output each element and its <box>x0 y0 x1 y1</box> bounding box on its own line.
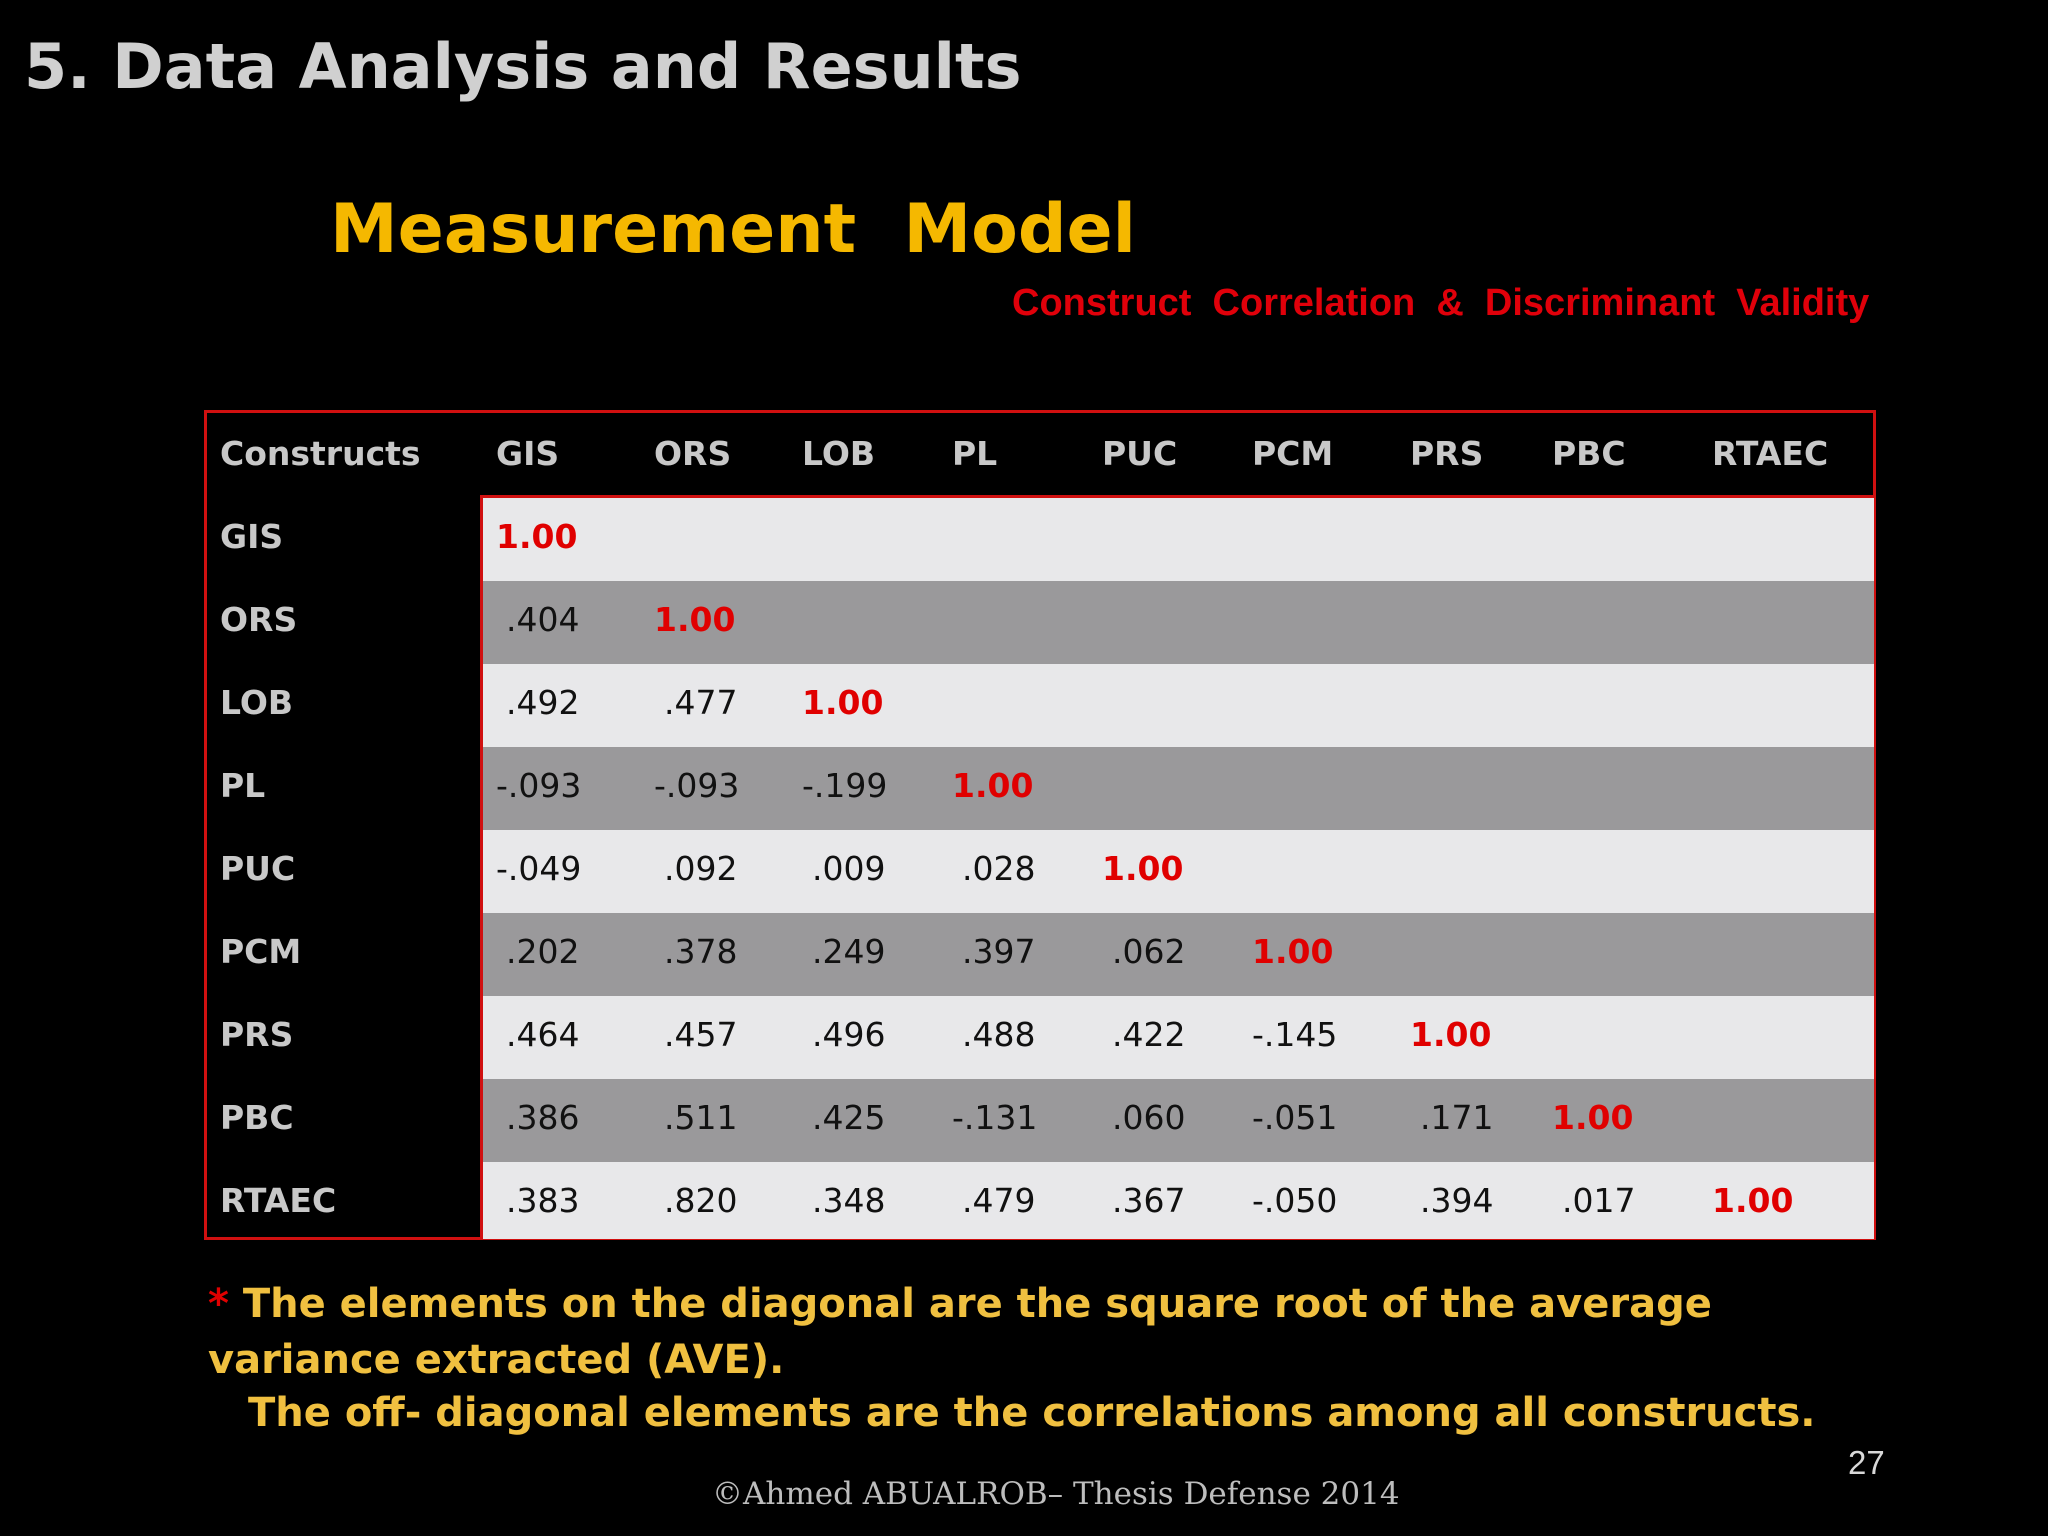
correlation-cell: .009 <box>812 849 886 888</box>
column-header: PL <box>952 434 998 473</box>
column-header: GIS <box>496 434 560 473</box>
subheading: Construct Correlation & Discriminant Validity <box>1012 282 1870 324</box>
slide-title: 5. Data Analysis and Results <box>24 30 1022 103</box>
correlation-cell: .511 <box>664 1098 738 1137</box>
row-label: ORS <box>220 600 298 639</box>
column-header: PCM <box>1252 434 1334 473</box>
page-number: 27 <box>1848 1444 1885 1481</box>
correlation-cell: .249 <box>812 932 886 971</box>
diagonal-cell: 1.00 <box>654 600 736 639</box>
copyright: ©Ahmed ABUALROB– Thesis Defense 2014 <box>712 1476 1400 1512</box>
footnote-line2: The off- diagonal elements are the correlations among all constructs. <box>248 1390 1816 1436</box>
column-header: ORS <box>654 434 732 473</box>
section-heading: Measurement Model <box>330 190 1136 269</box>
correlation-cell: .202 <box>506 932 580 971</box>
correlation-cell: -.093 <box>496 766 582 805</box>
correlation-cell: .496 <box>812 1015 886 1054</box>
correlation-cell: .060 <box>1112 1098 1186 1137</box>
column-header: RTAEC <box>1712 434 1829 473</box>
correlation-cell: -.145 <box>1252 1015 1338 1054</box>
footnote <box>208 1276 1868 1388</box>
correlation-cell: .386 <box>506 1098 580 1137</box>
correlation-cell: -.093 <box>654 766 740 805</box>
row-label: PUC <box>220 849 296 888</box>
row-label: LOB <box>220 683 294 722</box>
table-corner-header: Constructs <box>220 434 421 473</box>
correlation-cell: .378 <box>664 932 738 971</box>
correlation-cell: .488 <box>962 1015 1036 1054</box>
correlation-cell: -.199 <box>802 766 888 805</box>
diagonal-cell: 1.00 <box>496 517 578 556</box>
correlation-cell: .394 <box>1420 1181 1494 1220</box>
row-label: GIS <box>220 517 284 556</box>
column-header: PRS <box>1410 434 1484 473</box>
correlation-cell: -.051 <box>1252 1098 1338 1137</box>
correlation-cell: .479 <box>962 1181 1036 1220</box>
correlation-cell: .464 <box>506 1015 580 1054</box>
correlation-cell: .425 <box>812 1098 886 1137</box>
correlation-cell: .397 <box>962 932 1036 971</box>
correlation-cell: -.050 <box>1252 1181 1338 1220</box>
correlation-cell: .367 <box>1112 1181 1186 1220</box>
diagonal-cell: 1.00 <box>1552 1098 1634 1137</box>
footnote-line1: The elements on the diagonal are the square root of the average variance extracted (AVE). <box>208 1281 1712 1383</box>
correlation-cell: .028 <box>962 849 1036 888</box>
column-header: PBC <box>1552 434 1626 473</box>
row-label: PL <box>220 766 266 805</box>
correlation-cell: .404 <box>506 600 580 639</box>
row-label: PCM <box>220 932 302 971</box>
correlation-cell: .383 <box>506 1181 580 1220</box>
diagonal-cell: 1.00 <box>1712 1181 1794 1220</box>
column-header: PUC <box>1102 434 1178 473</box>
diagonal-cell: 1.00 <box>802 683 884 722</box>
correlation-cell: .820 <box>664 1181 738 1220</box>
correlation-cell: .457 <box>664 1015 738 1054</box>
correlation-cell: .171 <box>1420 1098 1494 1137</box>
correlation-cell: -.131 <box>952 1098 1038 1137</box>
correlation-cell: -.049 <box>496 849 582 888</box>
diagonal-cell: 1.00 <box>1410 1015 1492 1054</box>
correlation-cell: .422 <box>1112 1015 1186 1054</box>
column-header: LOB <box>802 434 876 473</box>
correlation-cell: .092 <box>664 849 738 888</box>
correlation-cell: .062 <box>1112 932 1186 971</box>
footnote-star: * <box>208 1281 229 1327</box>
row-label: RTAEC <box>220 1181 337 1220</box>
row-label: PRS <box>220 1015 294 1054</box>
correlation-cell: .348 <box>812 1181 886 1220</box>
correlation-cell: .492 <box>506 683 580 722</box>
diagonal-cell: 1.00 <box>1252 932 1334 971</box>
correlation-cell: .477 <box>664 683 738 722</box>
diagonal-cell: 1.00 <box>952 766 1034 805</box>
correlation-cell: .017 <box>1562 1181 1636 1220</box>
row-label: PBC <box>220 1098 294 1137</box>
diagonal-cell: 1.00 <box>1102 849 1184 888</box>
